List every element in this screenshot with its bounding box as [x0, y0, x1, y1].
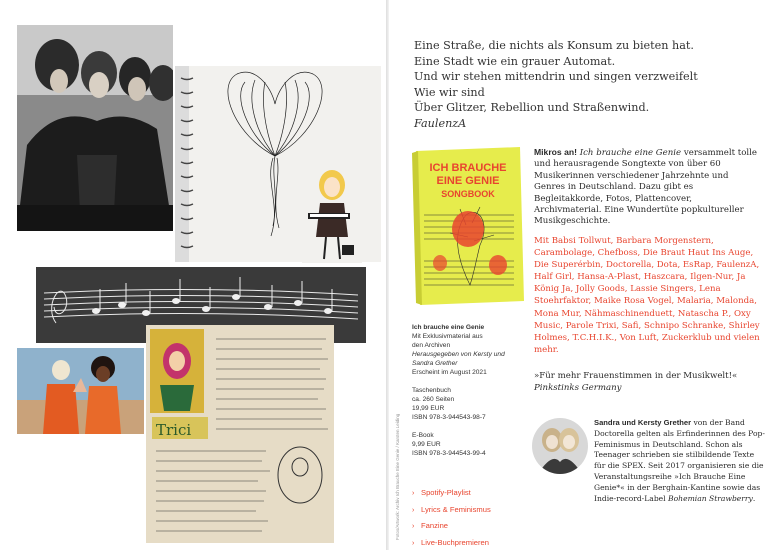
paperback-isbn: ISBN 978-3-944543-98-7	[412, 414, 486, 421]
authors-photo	[532, 418, 588, 474]
paperback-label: Taschenbuch	[412, 387, 451, 394]
link-live-buchpremieren[interactable]: › Live-Buchpremieren	[412, 535, 491, 550]
press-quote-source: Pinkstinks Germany	[534, 382, 622, 393]
photo-credit: Fotos/Artwork: Archiv Ich Brauche Eine Genie / Karsten Leiding	[395, 413, 400, 540]
keyboard-girl-illustration	[302, 167, 362, 263]
meta-title: Ich brauche eine Genie	[412, 324, 485, 331]
authors-bio: Sandra und Kersty Grether von der Band Doctorella gelten als Erfinderinnen des Pop-Feminismus in Deutschland. Schon als Teenager schrieben sie stilbildende Texte für die SPEX. Seit 2017 organisieren sie die Veranstaltungsreihe »Ich Brauche Eine Genie*« in der Berghain-Kantine sowie das Indie-record-Label Bohemian Strawberry.	[594, 418, 765, 503]
chevron-right-icon: ›	[412, 490, 415, 497]
poem-line: Eine Straße, die nichts als Konsum zu bieten hat.	[414, 39, 694, 52]
svg-text:Trici: Trici	[156, 421, 192, 439]
chevron-right-icon: ›	[412, 506, 415, 514]
poem-quote	[414, 38, 754, 132]
desert-photo	[17, 348, 144, 434]
poem-line: Wie wir sind	[414, 85, 485, 99]
press-quote	[534, 371, 762, 394]
link-spotify-playlist[interactable]: › Spotify-Playlist	[412, 485, 491, 502]
paperback-pages: ca. 260 Seiten	[412, 396, 455, 403]
book-cover-image	[410, 145, 528, 307]
bio-text: von der Band Doctorella gelten als Erfinderinnen des Pop-Feminismus in Deutschland. Schon als Teenager schrieben sie stilbildende Texte für die SPEX. Seit 2017 organisieren sie die Veranstaltungsreihe »Ich Brauche Eine Genie*« in der Berghain-Kantine sowie das Indie-record-Label	[594, 418, 765, 503]
meta-release: Erscheint im August 2021	[412, 369, 487, 376]
poem-line: Über Glitzer, Rebellion und Straßenwind.	[414, 101, 650, 115]
chevron-right-icon: ›	[412, 523, 415, 530]
book-description	[534, 147, 762, 228]
meta-line: den Archiven	[412, 342, 451, 349]
link-fanzine[interactable]: › Fanzine	[412, 518, 491, 535]
artist-list: Mit Babsi Tollwut, Barbara Morgenstern, Carambolage, Chefboss, Die Braut Haut Ins Auge, Die Superérbin, Doctorella, Dota, EsRap, FaulenzA, Half Girl, Hansa-A-Plast, Haszcara, Ilgen-Nur, Ja König Ja, Jolly Goods, Lassie Singers, Lena Stoehrfaktor, Maike Rosa Vogel, Malaria, Malonda, Mona Mur, Nähmaschinenduett, Natascha P., Oxy Music, Parole Trixi, Safi, Schnipo Schranke, Shirley Holmes, T.C.H.I.K., Von Luft, Zuckerklub und vielen mehr.	[534, 236, 760, 355]
description-lead: Mikros an!	[534, 147, 577, 157]
poem-line: Und wir stehen mittendrin und singen verzweifelt	[414, 70, 698, 84]
resource-links	[412, 485, 491, 550]
chevron-right-icon: ›	[412, 539, 415, 547]
poem-author: FaulenzA	[414, 116, 467, 130]
meta-editors: Herausgegeben von Kersty und	[412, 351, 505, 358]
authors-names: Sandra und Kersty Grether	[594, 418, 692, 427]
cover-title-line3: SONGBOOK	[441, 189, 495, 199]
cover-title-line2: EINE GENIE	[436, 175, 500, 187]
band-photo	[17, 25, 173, 231]
book-metadata	[412, 323, 522, 458]
paperback-price: 19,99 EUR	[412, 405, 445, 412]
cover-title-line1: ICH BRAUCHE	[429, 162, 507, 174]
description-title: Ich brauche eine Genie	[579, 148, 682, 158]
link-lyrics-feminismus[interactable]: › Lyrics & Feminismus	[412, 502, 491, 519]
meta-line: Mit Exklusivmaterial aus	[412, 333, 483, 340]
bio-label-name: Bohemian Strawberry	[668, 493, 753, 503]
meta-editors: Sandra Grether	[412, 360, 458, 367]
ebook-isbn: ISBN 978-3-944543-99-4	[412, 450, 486, 457]
press-quote-text: »Für mehr Frauenstimmen in der Musikwelt!«	[534, 371, 738, 381]
ebook-price: 9,99 EUR	[412, 441, 441, 448]
left-page-collage	[0, 0, 386, 550]
ebook-label: E-Book	[412, 432, 434, 439]
fanzine-page	[146, 325, 334, 543]
description-body: versammelt tolle und herausragende Songtexte von über 60 Musikerinnen verschiedener Jahrzehnte und Genres in Deutschland. Dazu gibt es Begleitakkorde, Fotos, Plattencover, Archivmaterial. Eine Wundertüte popkultureller Musikgeschichte.	[534, 148, 757, 227]
poem-line: Eine Stadt wie ein grauer Automat.	[414, 54, 616, 68]
